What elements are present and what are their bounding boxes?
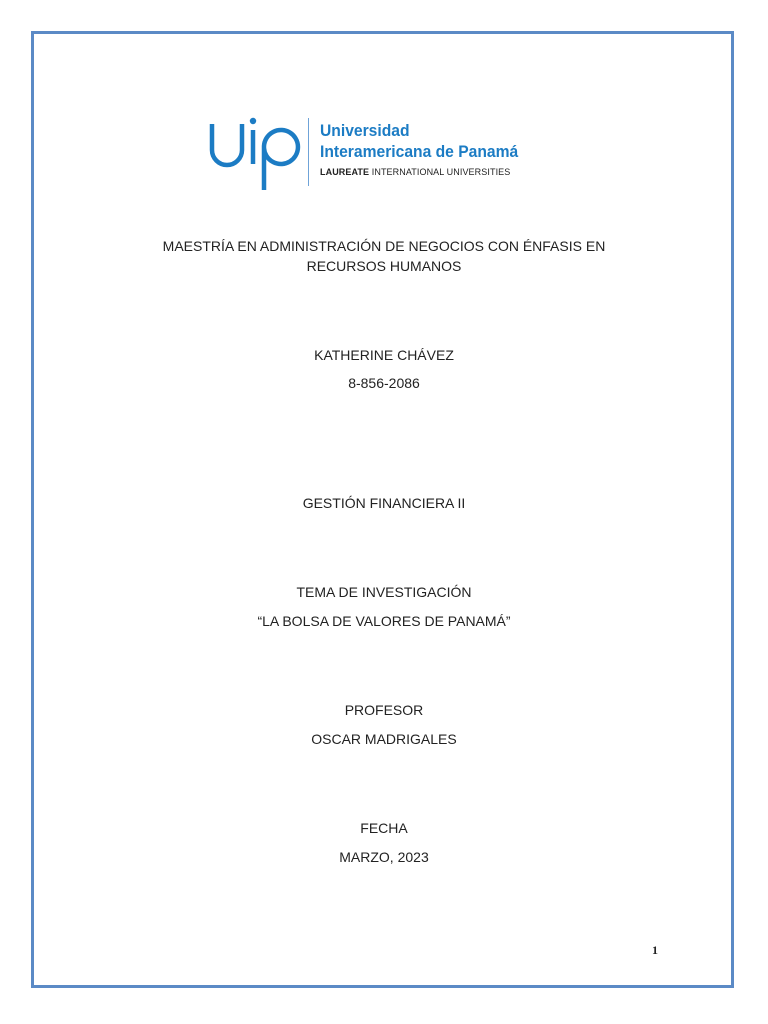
- logo-university-name: Interamericana de Panamá: [320, 142, 519, 161]
- student-id: 8-856-2086: [348, 375, 420, 391]
- logo-university-label: Universidad: [320, 121, 410, 140]
- professor-name: OSCAR MADRIGALES: [311, 731, 457, 747]
- program-title-line1: MAESTRÍA EN ADMINISTRACIÓN DE NEGOCIOS CON ÉNFASIS EN: [162, 238, 606, 254]
- program-title: [60, 236, 708, 276]
- date-label: FECHA: [360, 820, 408, 836]
- page-number: 1: [652, 943, 658, 957]
- logo-network-line: [320, 167, 535, 178]
- program-title-line2: RECURSOS HUMANOS: [306, 258, 462, 274]
- university-logo: [208, 112, 548, 194]
- student-name: KATHERINE CHÁVEZ: [314, 347, 454, 363]
- logo-wordmark: [320, 120, 535, 178]
- logo-network-text: INTERNATIONAL UNIVERSITIES: [371, 167, 511, 177]
- research-label: TEMA DE INVESTIGACIÓN: [296, 584, 472, 600]
- uip-logo-mark: [208, 112, 304, 194]
- course-name: GESTIÓN FINANCIERA II: [302, 495, 466, 511]
- date-value: MARZO, 2023: [339, 849, 429, 865]
- logo-network-brand: LAUREATE: [320, 167, 370, 177]
- logo-divider: [308, 118, 309, 186]
- research-title: “LA BOLSA DE VALORES DE PANAMÁ”: [257, 613, 511, 629]
- professor-label: PROFESOR: [344, 702, 424, 718]
